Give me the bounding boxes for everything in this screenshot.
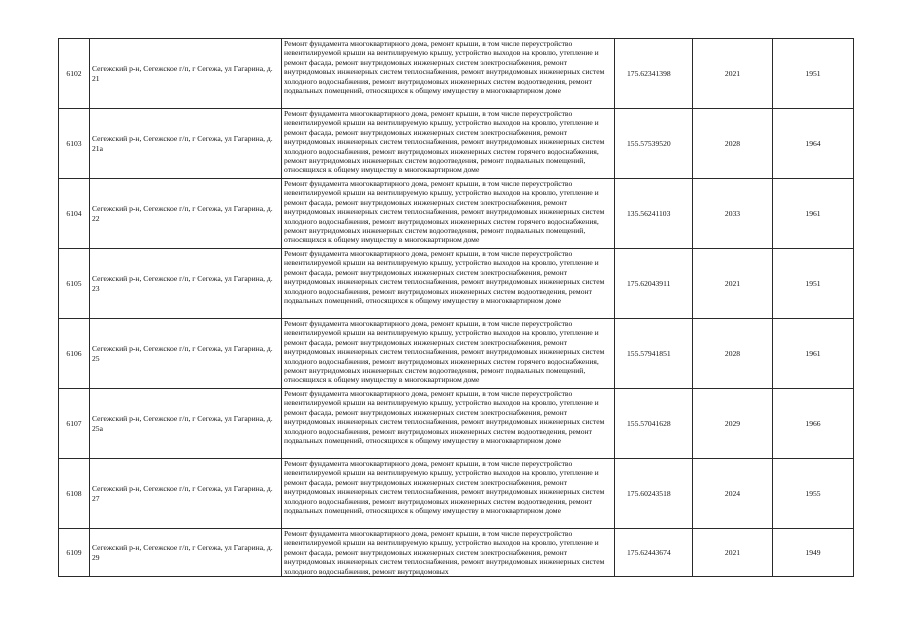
build-year-cell: 1964 <box>773 109 854 179</box>
address-cell: Сегежский р-н, Сегежское г/п, г Сегежа, ул Гагарина, д. 27 <box>90 459 282 529</box>
cost-cell: 155.57041628 <box>615 389 693 459</box>
works-cell: Ремонт фундамента многоквартирного дома, ремонт крыши, в том числе переустройство невентилируемой крыши на вентилируемую крышу, устройство выходов на кровлю, утепление и ремонт фасада, ремонт внутридомовых инженерных систем электроснабжения, ремонт внутридомовых инженерных систем теплоснабжения, ремонт внутридомовых инженерных систем холодного водоснабжения, ремонт внутридомовых инженерных систем водоотведения, ремонт подвальных помещений, относящихся к общему имуществу в многоквартирном доме <box>282 459 615 529</box>
row-number: 6108 <box>59 459 90 529</box>
housing-repair-table <box>58 38 854 577</box>
table-row <box>59 39 854 109</box>
repair-year-cell: 2021 <box>693 529 773 577</box>
repair-year-cell: 2028 <box>693 319 773 389</box>
build-year-cell: 1949 <box>773 529 854 577</box>
row-number: 6109 <box>59 529 90 577</box>
address-cell: Сегежский р-н, Сегежское г/п, г Сегежа, ул Гагарина, д. 21а <box>90 109 282 179</box>
repair-year-cell: 2028 <box>693 109 773 179</box>
row-number: 6107 <box>59 389 90 459</box>
repair-year-cell: 2021 <box>693 249 773 319</box>
table-row <box>59 249 854 319</box>
repair-year-cell: 2033 <box>693 179 773 249</box>
cost-cell: 175.62341398 <box>615 39 693 109</box>
address-cell: Сегежский р-н, Сегежское г/п, г Сегежа, ул Гагарина, д. 25 <box>90 319 282 389</box>
address-cell: Сегежский р-н, Сегежское г/п, г Сегежа, ул Гагарина, д. 21 <box>90 39 282 109</box>
build-year-cell: 1951 <box>773 249 854 319</box>
cost-cell: 135.56241103 <box>615 179 693 249</box>
address-cell: Сегежский р-н, Сегежское г/п, г Сегежа, ул Гагарина, д. 29 <box>90 529 282 577</box>
build-year-cell: 1955 <box>773 459 854 529</box>
works-cell: Ремонт фундамента многоквартирного дома, ремонт крыши, в том числе переустройство невентилируемой крыши на вентилируемую крышу, устройство выходов на кровлю, утепление и ремонт фасада, ремонт внутридомовых инженерных систем электроснабжения, ремонт внутридомовых инженерных систем теплоснабжения, ремонт внутридомовых инженерных систем холодного водоснабжения, ремонт внутридомовых инженерных систем горячего водоснабжения, ремонт внутридомовых инженерных систем водоотведения, ремонт подвальных помещений, относящихся к общему имуществу в многоквартирном доме <box>282 109 615 179</box>
repair-year-cell: 2021 <box>693 39 773 109</box>
works-cell: Ремонт фундамента многоквартирного дома, ремонт крыши, в том числе переустройство невентилируемой крыши на вентилируемую крышу, устройство выходов на кровлю, утепление и ремонт фасада, ремонт внутридомовых инженерных систем электроснабжения, ремонт внутридомовых инженерных систем теплоснабжения, ремонт внутридомовых инженерных систем холодного водоснабжения, ремонт внутридомовых инженерных систем горячего водоснабжения, ремонт внутридомовых инженерных систем водоотведения, ремонт подвальных помещений, относящихся к общему имуществу в многоквартирном доме <box>282 179 615 249</box>
build-year-cell: 1961 <box>773 179 854 249</box>
table-row <box>59 459 854 529</box>
row-number: 6104 <box>59 179 90 249</box>
address-cell: Сегежский р-н, Сегежское г/п, г Сегежа, ул Гагарина, д. 22 <box>90 179 282 249</box>
table-row <box>59 319 854 389</box>
table-row <box>59 179 854 249</box>
works-cell: Ремонт фундамента многоквартирного дома, ремонт крыши, в том числе переустройство невентилируемой крыши на вентилируемую крышу, устройство выходов на кровлю, утепление и ремонт фасада, ремонт внутридомовых инженерных систем электроснабжения, ремонт внутридомовых инженерных систем теплоснабжения, ремонт внутридомовых инженерных систем холодного водоснабжения, ремонт внутридомовых <box>282 529 615 577</box>
row-number: 6103 <box>59 109 90 179</box>
cost-cell: 175.60243518 <box>615 459 693 529</box>
row-number: 6105 <box>59 249 90 319</box>
works-cell: Ремонт фундамента многоквартирного дома, ремонт крыши, в том числе переустройство невентилируемой крыши на вентилируемую крышу, устройство выходов на кровлю, утепление и ремонт фасада, ремонт внутридомовых инженерных систем электроснабжения, ремонт внутридомовых инженерных систем теплоснабжения, ремонт внутридомовых инженерных систем холодного водоснабжения, ремонт внутридомовых инженерных систем горячего водоснабжения, ремонт внутридомовых инженерных систем водоотведения, ремонт подвальных помещений, относящихся к общему имуществу в многоквартирном доме <box>282 319 615 389</box>
cost-cell: 175.62443674 <box>615 529 693 577</box>
address-cell: Сегежский р-н, Сегежское г/п, г Сегежа, ул Гагарина, д. 25а <box>90 389 282 459</box>
works-cell: Ремонт фундамента многоквартирного дома, ремонт крыши, в том числе переустройство невентилируемой крыши на вентилируемую крышу, устройство выходов на кровлю, утепление и ремонт фасада, ремонт внутридомовых инженерных систем электроснабжения, ремонт внутридомовых инженерных систем теплоснабжения, ремонт внутридомовых инженерных систем холодного водоснабжения, ремонт внутридомовых инженерных систем водоотведения, ремонт подвальных помещений, относящихся к общему имуществу в многоквартирном доме <box>282 389 615 459</box>
build-year-cell: 1961 <box>773 319 854 389</box>
cost-cell: 155.57941851 <box>615 319 693 389</box>
works-cell: Ремонт фундамента многоквартирного дома, ремонт крыши, в том числе переустройство невентилируемой крыши на вентилируемую крышу, устройство выходов на кровлю, утепление и ремонт фасада, ремонт внутридомовых инженерных систем электроснабжения, ремонт внутридомовых инженерных систем теплоснабжения, ремонт внутридомовых инженерных систем холодного водоснабжения, ремонт внутридомовых инженерных систем водоотведения, ремонт подвальных помещений, относящихся к общему имуществу в многоквартирном доме <box>282 249 615 319</box>
repair-year-cell: 2024 <box>693 459 773 529</box>
works-cell: Ремонт фундамента многоквартирного дома, ремонт крыши, в том числе переустройство невентилируемой крыши на вентилируемую крышу, устройство выходов на кровлю, утепление и ремонт фасада, ремонт внутридомовых инженерных систем электроснабжения, ремонт внутридомовых инженерных систем теплоснабжения, ремонт внутридомовых инженерных систем холодного водоснабжения, ремонт внутридомовых инженерных систем водоотведения, ремонт подвальных помещений, относящихся к общему имуществу в многоквартирном доме <box>282 39 615 109</box>
table-row <box>59 389 854 459</box>
cost-cell: 175.62043911 <box>615 249 693 319</box>
row-number: 6106 <box>59 319 90 389</box>
row-number: 6102 <box>59 39 90 109</box>
repair-year-cell: 2029 <box>693 389 773 459</box>
build-year-cell: 1966 <box>773 389 854 459</box>
address-cell: Сегежский р-н, Сегежское г/п, г Сегежа, ул Гагарина, д. 23 <box>90 249 282 319</box>
table-row <box>59 109 854 179</box>
cost-cell: 155.57539520 <box>615 109 693 179</box>
build-year-cell: 1951 <box>773 39 854 109</box>
table-row <box>59 529 854 577</box>
